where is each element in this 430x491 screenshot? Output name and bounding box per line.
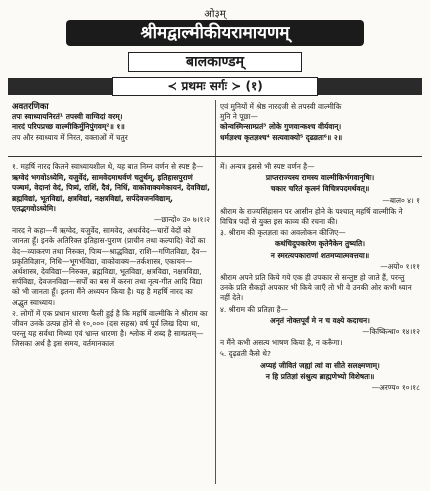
verse-line: कोन्वस्मिन्साम्प्रतं³ लोके गुणवान्कश्च वीर्यवान्। — [220, 122, 342, 132]
intro-right — [220, 102, 420, 143]
verse-line: तपः स्वाध्यायनिरतं¹ तपस्वी वाग्विदां वरम्। — [12, 112, 123, 122]
footnote-quote: चकार चरितं कृत्स्नं विचित्रपदमर्थवत्॥ — [270, 184, 370, 194]
footnote-quote: न हि प्रतिज्ञां संश्रुत्य ब्राह्मणेभ्यो विशेषतः॥ — [265, 371, 375, 381]
footnote-divider — [8, 156, 422, 157]
footnote-reference: —अयो० १।११ — [380, 261, 420, 271]
footnote: २. लोगों में एक प्रधान धारणा फैली हुई है कि महर्षि वाल्मीकि ने श्रीराम का जीवन उनके उत्पन्न होने से १०,००० (दस सहस्र) वर्ष पूर्व लिख दिया था, परन्तु यह सर्वथा मिथ्या एवं भ्रान्त धारणा है। श्लोक में शब्द है साम्प्रतम्—जिसका अर्थ है इस समय, वर्तमानकाल — [12, 308, 208, 349]
footnote: ४. श्रीराम की प्रतिज्ञा है— — [220, 304, 288, 314]
footnotes-left — [12, 162, 210, 351]
translation-line: एवं मुनियों में श्रेष्ठ नारदजी से तपस्वी वाल्मीकि — [220, 102, 342, 111]
kanda-title: बालकाण्डम् — [128, 52, 302, 72]
verse-line: नारदं परिपप्रच्छ वाल्मीकिर्मुनिपुंगवम्²॥ १॥ — [12, 122, 125, 132]
footnote-quote: न स्मरत्यपकाराणां शतमप्यात्मवत्तया॥ — [270, 250, 370, 260]
footnote-quote: प्राप्तराज्यस्य रामस्य वाल्मीकिर्भगवानृषिः। — [265, 173, 375, 183]
verse-line: धर्मज्ञश्च कृतज्ञश्च⁴ सत्यवाक्यो⁵ दृढव्रतः⁶॥ २॥ — [220, 132, 343, 142]
footnote: नारद ने कहा—मैं ऋग्वेद, यजुर्वेद, सामवेद, अथर्ववेद—चारों वेदों को जानता हूँ। इनके अतिरिक्त इतिहास-पुराण (प्राचीन तथा कल्पादि) वेदों का वेद—व्याकरण तथा निरुक्त, पित्र्य—श्राद्धविद्या, राशि—गणितविद्या, दैव—प्रकृतिविज्ञान, निधि—भूगर्भविद्या, वाकोवाक्य—तर्कशास्त्र, एकायन—अर्थशास्त्र, देवविद्या—निरुक्त, ब्रह्मविद्या, भूतविद्या, क्षत्रविद्या, नक्षत्रविद्या, सर्पविद्या, देवजनविद्या—सर्पों का बस में करना तथा नृत्य-गीत आदि विद्या को भी जानता हूँ। इतना मैंने अध्ययन किया है। यह है महर्षि नारद का अद्भुत स्वाध्याय। — [12, 226, 208, 307]
footnote-reference: —बाल० ४। १ — [382, 195, 420, 205]
translation-line: मुनि ने पूछा— — [220, 112, 258, 122]
translation-line: तप और स्वाध्याय में निरत, वक्ताओं में चतुर — [12, 132, 128, 142]
footnote: ५. दृढ़व्रती कैसे थे? — [220, 349, 271, 359]
book-title: श्रीमद्वाल्मीकीयरामायणम् — [66, 20, 364, 46]
footnote-reference: —किष्किन्धा० १४।१२ — [362, 327, 420, 337]
column-divider — [215, 100, 216, 484]
footnote: ३. श्रीराम की कृतज्ञता का अवलोकन कीजिए— — [220, 228, 346, 238]
footnote: न मैंने कभी असत्य भाषण किया है, न करूँगा। — [220, 338, 343, 348]
sarga-title: ≺ प्रथमः सर्गः ≻ (१) — [112, 77, 318, 96]
footnote: १. महर्षि नारद कितने स्वाध्यायशील थे, यह बात निम्न वर्णन से स्पष्ट है— — [12, 162, 204, 171]
footnote: श्रीराम अपने प्रति किये गये एक ही उपकार से सन्तुष्ट हो जाते हैं, परन्तु उनके प्रति सैकड़ों अपकार भी किये जाएँ तो भी वे उनकी ओर कभी ध्यान नहीं देते। — [220, 273, 412, 303]
footnote: श्रीराम के राज्यसिंहासन पर आसीन होने के पश्चात् महर्षि वाल्मीकि ने विचित्र पदों से युक्त इस काव्य की रचना की। — [220, 206, 403, 227]
footnote: में। अन्यत्र इससे भी स्पष्ट वर्णन है— — [220, 162, 315, 171]
footnote-reference: —छान्दो० उ० ७।१।२ — [153, 215, 210, 225]
footnote-quote: अनृतं नोक्तपूर्वं मे न च वक्ष्ये कदाचन। — [270, 315, 370, 325]
footnote-quote: ऋग्वेदं भगवोऽध्येमि, यजुर्वेदं, सामवेदमाथर्वणं चतुर्थम्, इतिहासपुराणं पञ्चमं, वेदानां वेदं, पित्र्यं, राशिं, दैवं, निधिं, वाकोवाक्यमेकायनं, देवविद्यां, ब्रह्मविद्यां, भूतविद्यां, क्षत्रविद्यां, नक्षत्रविद्यां, सर्पदेवजनविद्याम्, एतद्भगवोऽध्येमि। — [12, 173, 210, 213]
om-symbol: ओ३म् — [204, 9, 226, 20]
intro-left — [12, 102, 212, 143]
footnote-quote: कथंचिदुपकारेण कृतेनैकेन तुष्यति। — [274, 239, 366, 249]
section-title: अवतरणिका — [12, 102, 49, 112]
footnote-quote: अप्यहं जीवितं जह्यां त्वां वा सीते सलक्ष्मणाम्। — [260, 360, 380, 370]
footnote-reference: —अरण्य० १०।१८ — [371, 383, 420, 393]
footnotes-right — [220, 162, 420, 394]
page — [8, 6, 422, 486]
